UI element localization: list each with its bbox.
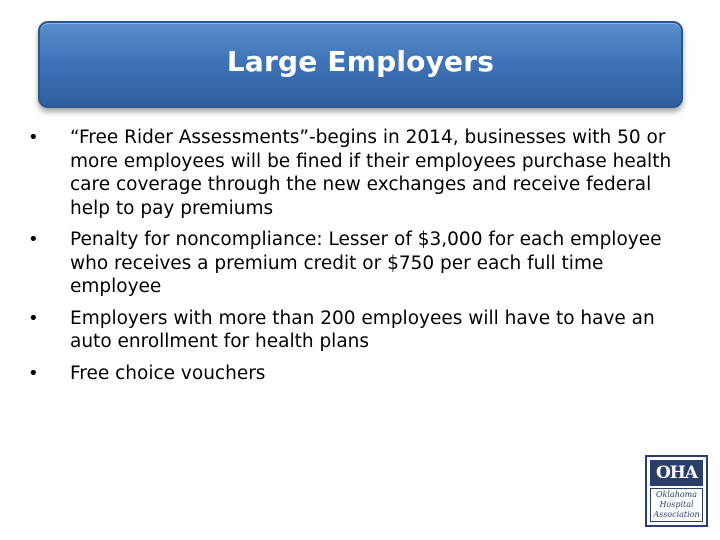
title-banner <box>38 21 683 108</box>
logo-text-panel <box>650 488 703 522</box>
bullet-item <box>28 362 688 386</box>
bullet-icon: • <box>28 127 39 148</box>
bullet-icon: • <box>28 362 39 384</box>
bullet-text: Employers with more than 200 employees will have to have an auto enrollment for health plans <box>70 307 655 352</box>
bullet-icon: • <box>28 307 39 329</box>
slide-title: Large Employers <box>226 45 495 78</box>
oha-logo <box>645 455 708 527</box>
bullet-text: “Free Rider Assessments”-begins in 2014, businesses with 50 or more employees will be fined if their employees purchase health care coverage through the new exchanges and receive federal help to pay premiums <box>70 127 672 219</box>
logo-mark-panel <box>650 460 703 486</box>
bullet-item <box>28 307 688 354</box>
logo-line: Hospital <box>659 500 694 509</box>
logo-line: Association <box>653 510 700 519</box>
bullet-text: Free choice vouchers <box>70 362 266 384</box>
bullet-item <box>28 126 688 220</box>
bullet-text: Penalty for noncompliance: Lesser of $3,000 for each employee who receives a premium credit or $750 per each full time employee <box>70 229 662 297</box>
logo-line: Oklahoma <box>655 490 698 499</box>
bullet-icon: • <box>28 229 39 250</box>
bullet-list <box>28 126 688 393</box>
logo-mark: OHA <box>655 463 698 483</box>
bullet-item <box>28 228 688 299</box>
